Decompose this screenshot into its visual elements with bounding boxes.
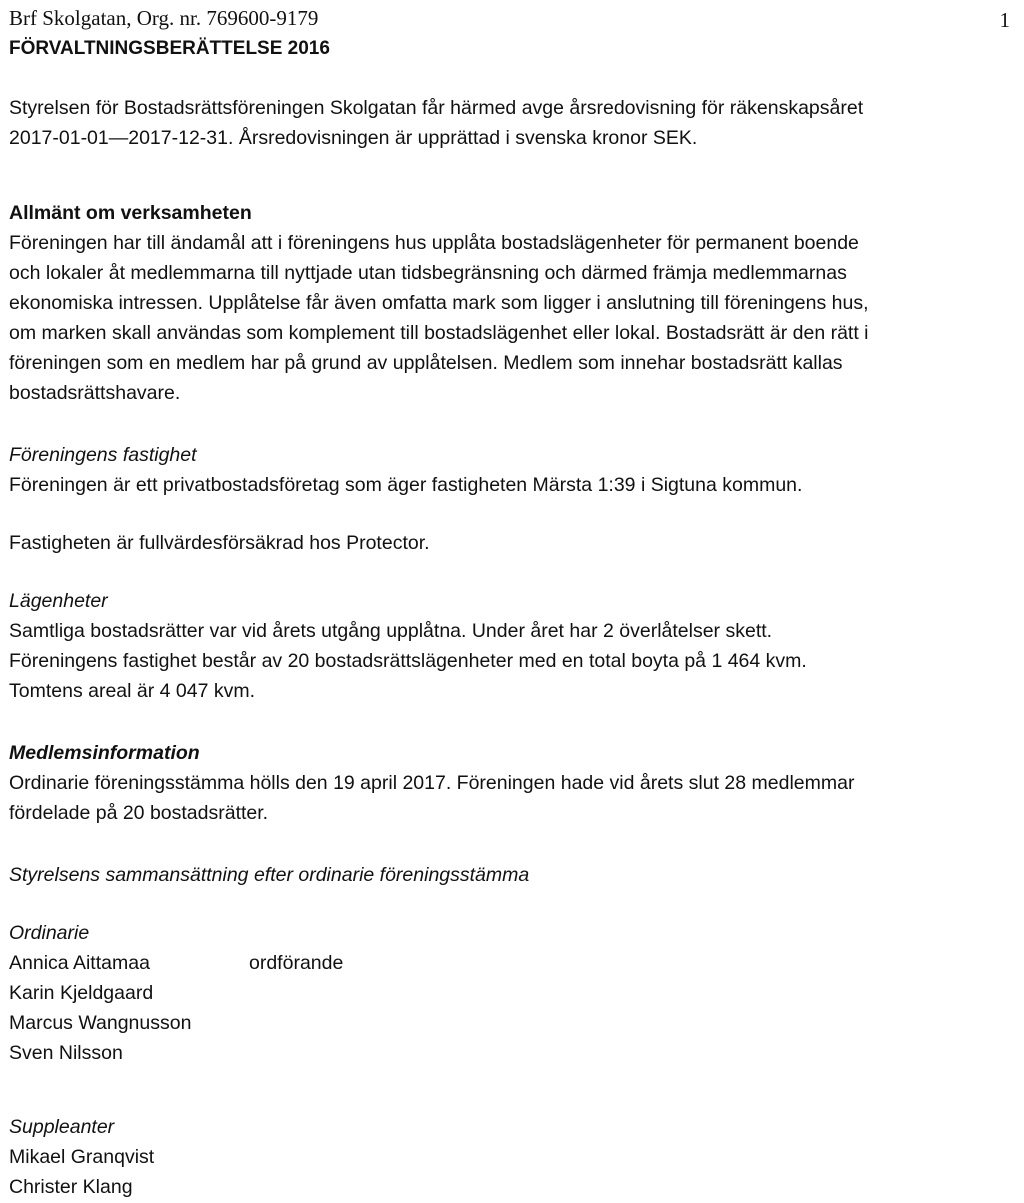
allmant-line: ekonomiska intressen. Upplåtelse får även omfatta mark som ligger i anslutning till föreningens hus,: [9, 292, 869, 314]
lagenheter-paragraph: [9, 616, 1015, 706]
ordinarie-heading: Ordinarie: [9, 922, 90, 944]
section-heading-lagenheter: Lägenheter: [9, 590, 108, 612]
medlemsinformation-paragraph: [9, 768, 1015, 828]
intro-paragraph: [9, 93, 1015, 153]
allmant-line: föreningen som en medlem har på grund av upplåtelsen. Medlem som innehar bostadsrätt kallas: [9, 352, 843, 374]
ordinarie-board-list: [9, 948, 1015, 1068]
board-member-row: [9, 1008, 1015, 1038]
suppleant-row: [9, 1142, 1015, 1172]
board-member-role: ordförande: [249, 952, 344, 974]
section-heading-styrelse: Styrelsens sammansättning efter ordinarie föreningsstämma: [9, 864, 530, 886]
document-title: FÖRVALTNINGSBERÄTTELSE 2016: [9, 38, 330, 59]
section-heading-medlemsinformation: Medlemsinformation: [9, 742, 200, 764]
allmant-line: Föreningen har till ändamål att i föreningens hus upplåta bostadslägenheter för permanent boende: [9, 232, 859, 254]
board-member-name: Marcus Wangnusson: [9, 1012, 192, 1034]
board-member-name: Sven Nilsson: [9, 1042, 123, 1064]
page-number: 1: [999, 8, 1010, 32]
fastighet-insurance-line: Fastigheten är fullvärdesförsäkrad hos Protector.: [9, 532, 430, 554]
board-member-name: Karin Kjeldgaard: [9, 982, 154, 1004]
lagenheter-line: Samtliga bostadsrätter var vid årets utgång upplåtna. Under året har 2 överlåtelser skett.: [9, 620, 773, 642]
fastighet-line: Föreningen är ett privatbostadsföretag som äger fastigheten Märsta 1:39 i Sigtuna kommun.: [9, 474, 803, 496]
medlemsinformation-line: Ordinarie föreningsstämma hölls den 19 april 2017. Föreningen hade vid årets slut 28 medlemmar: [9, 772, 855, 794]
allmant-line: bostadsrättshavare.: [9, 382, 181, 404]
organization-line: Brf Skolgatan, Org. nr. 769600-9179: [9, 6, 319, 30]
suppleanter-heading: Suppleanter: [9, 1116, 115, 1138]
lagenheter-line: Föreningens fastighet består av 20 bostadsrättslägenheter med en total boyta på 1 464 kvm.: [9, 650, 807, 672]
section-heading-allmant: Allmänt om verksamheten: [9, 202, 252, 224]
suppleant-name: Christer Klang: [9, 1176, 133, 1198]
medlemsinformation-line: fördelade på 20 bostadsrätter.: [9, 802, 269, 824]
board-member-row: [9, 978, 1015, 1008]
suppleant-name: Mikael Granqvist: [9, 1146, 155, 1168]
suppleant-row: [9, 1172, 1015, 1202]
board-member-row: [9, 1038, 1015, 1068]
allmant-line: om marken skall användas som komplement till bostadslägenhet eller lokal. Bostadsrätt är den rätt i: [9, 322, 869, 344]
suppleanter-list: [9, 1142, 1015, 1202]
allmant-paragraph: [9, 228, 1015, 408]
intro-line: Styrelsen för Bostadsrättsföreningen Skolgatan får härmed avge årsredovisning för räkenskapsåret: [9, 97, 864, 119]
intro-line: 2017-01-01—2017-12-31. Årsredovisningen är upprättad i svenska kronor SEK.: [9, 127, 698, 149]
document-body: [9, 93, 1015, 1202]
board-member-row: [9, 948, 1015, 978]
lagenheter-line: Tomtens areal är 4 047 kvm.: [9, 680, 256, 702]
allmant-line: och lokaler åt medlemmarna till nyttjade utan tidsbegränsning och därmed främja medlemmarnas: [9, 262, 847, 284]
section-heading-fastighet: Föreningens fastighet: [9, 444, 197, 466]
board-member-name: Annica Aittamaa: [9, 952, 150, 974]
